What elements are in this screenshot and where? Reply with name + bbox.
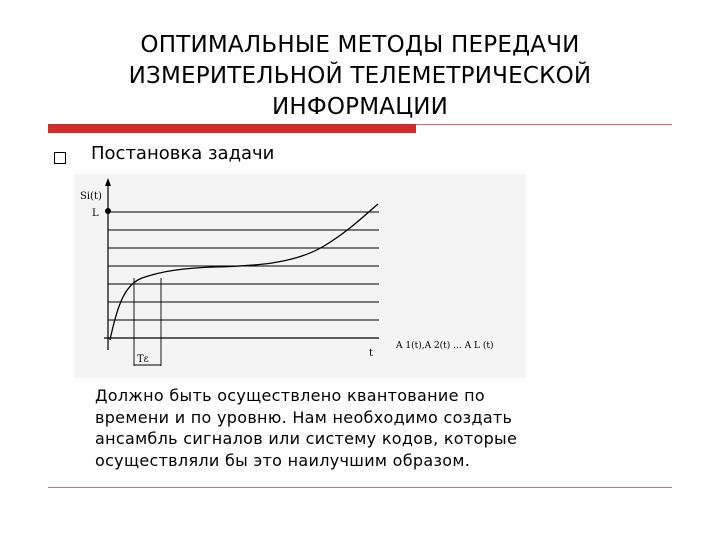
title-underline-accent bbox=[48, 124, 416, 133]
level-label: L bbox=[92, 208, 99, 219]
t-eps-label: Tε bbox=[137, 354, 149, 365]
title-underline bbox=[48, 124, 672, 134]
y-axis-label: Si(t) bbox=[80, 191, 102, 202]
body-line-1: Должно быть осуществлено квантование по bbox=[95, 386, 485, 405]
body-line-3: ансамбль сигналов или систему кодов, которые bbox=[95, 429, 518, 448]
slide-title bbox=[60, 30, 660, 123]
bottom-rule bbox=[48, 487, 672, 488]
bullet-text: Постановка задачи bbox=[91, 143, 275, 164]
bullet-square-icon bbox=[54, 152, 66, 164]
body-line-4: осуществляли бы это наилучшим образом. bbox=[95, 450, 471, 470]
title-line-1: ОПТИМАЛЬНЫЕ МЕТОДЫ ПЕРЕДАЧИ bbox=[140, 32, 580, 58]
t-axis-label: t bbox=[369, 348, 374, 359]
body-line-2: времени и по уровню. Нам необходимо создать bbox=[95, 407, 513, 427]
ensemble-label: A 1(t),A 2(t) ... A L (t) bbox=[396, 341, 494, 351]
quantization-figure bbox=[74, 174, 526, 378]
title-line-3: ИНФОРМАЦИИ bbox=[271, 94, 449, 120]
title-line-2: ИЗМЕРИТЕЛЬНОЙ ТЕЛЕМЕТРИЧЕСКОЙ bbox=[128, 63, 592, 89]
body-paragraph bbox=[95, 385, 563, 471]
level-marker bbox=[105, 208, 111, 214]
title-underline-thin bbox=[416, 124, 672, 125]
